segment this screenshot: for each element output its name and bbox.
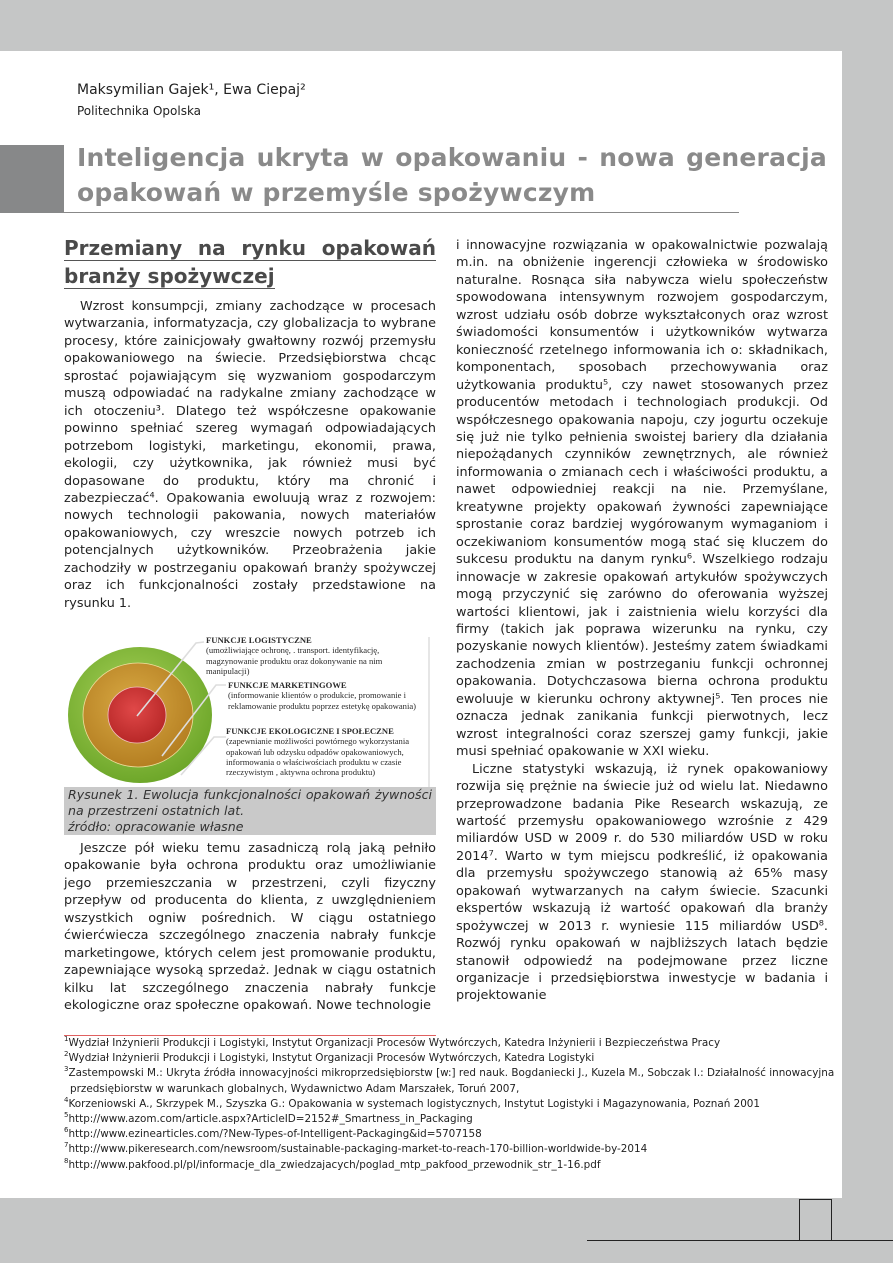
- footnote-5[interactable]: $^5$http://www.azom.com/article.aspx?ArticleID=2152#_Smartness_in_Packaging: [64, 1111, 473, 1126]
- left-column: [64, 234, 436, 612]
- figure-1: [64, 633, 436, 787]
- footnote-1: $^1$Wydział Inżynierii Produkcji i Logistyki, Instytut Organizacji Procesów Wytwórczych, Katedra Inżynierii i Bezpieczeństwa Pracy: [64, 1035, 721, 1049]
- footnote-2: $^2$Wydział Inżynierii Produkcji i Logistyki, Instytut Organizacji Procesów Wytwórczych, Katedra Logistyki: [64, 1050, 595, 1065]
- figure-caption: Rysunek 1. Ewolucja funkcjonalności opakowań żywności na przestrzeni ostatnich lat. źródło: opracowanie własne: [64, 787, 436, 835]
- footnote-3: $^3$Zastempowski M.: Ukryta źródła innowacyjności mikroprzedsiębiorstw [w:] red nauk. Bogdaniecki J., Kuzela M., Sobczak I.: Działalność innowacyjna: [64, 1065, 835, 1080]
- title-side-block: [0, 145, 64, 213]
- section-heading: [64, 234, 436, 290]
- page-number-box: [799, 1199, 832, 1240]
- footnotes: [64, 1036, 834, 1173]
- figure-label-ecological: FUNKCJE EKOLOGICZNE I SPOŁECZNE (zapewnianie możliwości powtórnego wykorzystania opakowań lub odzysku odpadów opakowaniowych, informowania o właściwościach produktu w czasie rzeczywistym , aktywna ochrona produktu): [226, 726, 410, 778]
- footnote-8[interactable]: $^8$http://www.pakfood.pl/pl/informacje_dla_zwiedzajacych/poglad_mtp_pakfood_przewodnik_str_1-16.pdf: [64, 1156, 601, 1171]
- footnote-3-continued: przedsiębiorstw w warunkach globalnych, Wydawnictwo Adam Marszałek, Toruń 2007,: [70, 1082, 520, 1095]
- footnote-6[interactable]: $^6$http://www.ezinearticles.com/?New-Types-of-Intelligent-Packaging&id=5707158: [64, 1126, 482, 1141]
- footnote-7[interactable]: $^7$http://www.pikeresearch.com/newsroom/sustainable-packaging-market-to-reach-170-billion-worldwide-by-2014: [64, 1141, 648, 1156]
- right-column: [456, 237, 828, 1005]
- section-heading-text: Przemiany na rynku opakowań branży spożywczej: [64, 236, 436, 288]
- left-column-continued: [64, 840, 436, 1015]
- paragraph: Jeszcze pół wieku temu zasadniczą rolą jaką pełniło opakowanie była ochrona produktu oraz umożliwianie jego przemieszczania w przestrzeni, czyli fizyczny przepływ od producenta do klienta, z uwzględnieniem wszystkich ogniw pośrednich. W ciągu ostatniego ćwierćwiecza szczególnego znaczenia nabrały funkcje marketingowe, których celem jest promowanie produktu, zapewniające wysoką sprzedaż. Jednak w ciągu ostatnich kilku lat szczególnego znaczenia nabrały funkcje ekologiczne oraz społeczne opakowań. Nowe technologie: [64, 841, 436, 1014]
- paragraph: i innowacyjne rozwiązania w opakowalnictwie pozwalają m.in. na obniżenie ingerencji człowieka w środowisko naturalne. Rosnąca siła nabywcza wielu społeczeństw spowodowana intensywnym rozwojem gospodarczym, wzrost udziału osób dobrze wykształconych oraz wzrost świadomości konsumentów i użytkowników wytwarza konieczność rzetelnego informowania ich o: składnikach, komponentach, sposobach przechowywania oraz użytkowania produktu⁵, czy nawet stosowanych przez producentów metodach i technologiach produkcji. Od współczesnego opakowania napoju, czy jogurtu oczekuje się już nie tylko pełnienia swoistej bariery dla działania niepożądanych czynników zewnętrznych, ale również informowania o zmianach cech i właściwości produktu, a nawet odpowiedniej reakcji na nie. Przemyślane, kreatywne projekty opakowań żywności zapewniające sprostanie coraz bardziej wygórowanym wymaganiom i oczekiwaniom konsumentów mogą stać się kluczem do sukcesu produktu na danym rynku⁶. Wszelkiego rodzaju innowacje w zakresie opakowań artykułów spożywczych mogą przyczynić się zarówno do oferowania wyższej wartości klientowi, jak i zaistnienia wielu korzyści dla firmy (takich jak poprawa wizerunku na rynku, czy pozyskanie nowych klientów). Jesteśmy zatem świadkami zachodzenia zmian w postrzeganiu funkcji ochronnej opakowania. Dotychczasowa bierna ochrona produktu ewoluuje w kierunku ochrony aktywnej⁵. Ten proces nie oznacza jednak zanikania funkcji pierwotnych, lecz wzrost integralności coraz szerszej gamy funkcji, jakie musi spełniać opakowanie w XXI wieku.: [456, 238, 828, 760]
- figure-label-marketing: FUNKCJE MARKETINGOWE (informowanie klientów o produkcie, promowanie i reklamowanie produktu poprzez estetykę opakowania): [228, 680, 417, 711]
- paragraph: Wzrost konsumpcji, zmiany zachodzące w procesach wytwarzania, informatyzacja, czy globalizacja to wybrane procesy, które zainicjowały gwałtowny rozwój przemysłu opakowaniowego na świecie. Przedsiębiorstwa chcąc sprostać pojawiającym się wyzwaniom gospodarczym muszą odpowiadać na radykalne zmiany zachodzące w ich otoczeniu³. Dlatego też współczesne opakowanie powinno spełniać szereg wymagań odpowiadających potrzebom logistyki, marketingu, ekonomii, prawa, ekologii, czy użytkownika, jak również musi być dopasowane do produktu, który ma chronić i zabezpieczać⁴. Opakowania ewoluują wraz z rozwojem: nowych technologii pakowania, nowych materiałów opakowaniowych, czy wreszcie nowych potrzeb ich potencjalnych użytkowników. Przeobrażenia jakie zachodziły w postrzeganiu opakowań branży spożywczej oraz ich funkcjonalności zostały przedstawione na rysunku 1.: [64, 299, 436, 611]
- footer-rule: [587, 1240, 893, 1241]
- affiliation: Politechnika Opolska: [77, 104, 202, 118]
- figure-label-logistics: FUNKCJE LOGISTYCZNE (umożliwiające ochronę, . transport. identyfikację, magzynowanie produktu oraz dokonywanie na nim manipulacji): [206, 635, 383, 676]
- authors: Maksymilian Gajek¹, Ewa Ciepaj²: [77, 82, 306, 98]
- title-rule: [64, 212, 739, 213]
- paragraph: Liczne statystyki wskazują, iż rynek opakowaniowy rozwija się prężnie na świecie już od wielu lat. Niedawno przeprowadzone badania Pike Research wskazują, ze wartość przemysłu opakowaniowego wzrośnie z 429 miliardów USD w 2009 r. do 530 miliardów USD w roku 2014⁷. Warto w tym miejscu podkreślić, iż opakowania dla przemysłu spożywczego stanowią aż 65% masy opakowań wytwarzanych na całym świecie. Szacunki ekspertów wskazują iż wartość opakowań dla branży spożywczej w 2013 r. wyniesie 115 miliardów USD⁸. Rozwój rynku opakowań w najbliższych latach będzie stanowił odpowiedź na podejmowane przez liczne organizacje i przedsiębiorstwa inwestycje w badania i projektowanie: [456, 761, 828, 1004]
- footnote-4: $^4$Korzeniowski A., Skrzypek M., Szyszka G.: Opakowania w systemach logistycznych, Instytut Logistyki i Magazynowania, Poznań 2001: [64, 1095, 761, 1110]
- article-title: Inteligencja ukryta w opakowaniu - nowa generacja opakowań w przemyśle spożywczym: [77, 143, 827, 207]
